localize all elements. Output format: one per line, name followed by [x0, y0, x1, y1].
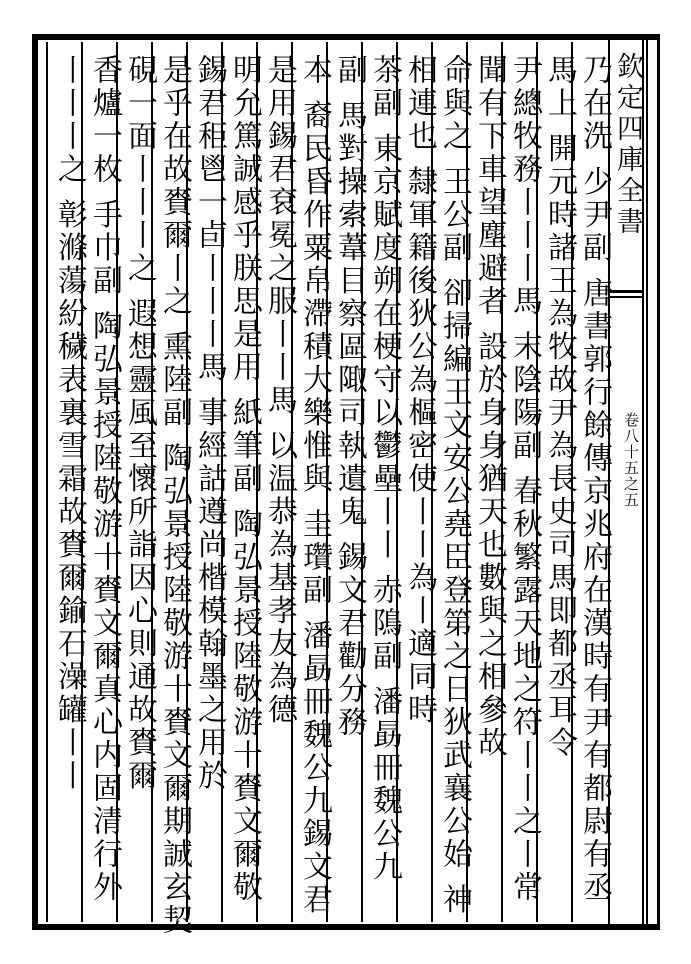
column-text: 茶副 東京賦度朔在梗守以鬱壘丨丨 赤隝副 潘勗冊魏公九 [367, 54, 402, 884]
column-text: 聞有下車望塵避者 設於身身猶天也數與之相參故 [472, 54, 507, 760]
column-text: 副 馬對操索葦目察區陬司執遺鬼 錫文君勸分務 [332, 54, 367, 740]
column-text: 命與之 王公副 卻掃編王文安公堯臣登第之日狄武襄公始 神 [437, 54, 472, 917]
column-text: 是乎在故賚爾丨之 熏陸副 陶弘景授陸敬游十賚文爾期誠玄契 [157, 54, 192, 938]
column-text: 錫君秬鬯一卣丨丨丨馬 事經詁遵尚楷模翰墨之用於 [192, 54, 227, 793]
column-text: 本 裔民昏作粟帛滯積大樂惟與 圭瓚副 潘勗冊魏公九錫文君 [297, 54, 332, 917]
page-border-top [32, 34, 660, 40]
book-title: 欽定四庫全書 [612, 52, 643, 238]
column-text: 硯一面丨丨丨之 遐想靈風至懷所詣因心則通故賚爾 [122, 54, 157, 793]
column-text: 乃在洗 少尹副 唐書郭行餘傳京兆府在漢時有尹有都尉有丞 [577, 54, 612, 905]
column-text: 相連也 隸軍籍後狄公為樞密使丨丨為丨適同時 [402, 54, 437, 727]
column-text: 香爐一枚 手巾副 陶弘景授陸敬游十賚文爾真心内固清行外 [87, 54, 122, 905]
text-column [46, 42, 87, 922]
column-text: 尹總牧務丨丨丨馬 末陰陽副 春秋繁露天地之符丨丨之丨常 [507, 54, 542, 905]
page-border-left [32, 34, 38, 930]
column-text: 丨丨丨之 彰滌蕩紛穢表裏雪霜故賚爾鍮石澡罐丨丨 [52, 54, 87, 793]
text-columns [40, 42, 612, 938]
column-text: 馬上 開元時諸王為牧故尹為長史司馬即都丞耳令 [542, 54, 577, 760]
column-text: 明允篤誠感乎朕思是用 紙筆副 陶弘景授陸敬游十賚文爾敬 [227, 54, 262, 905]
chapter-marker: 卷八十五之五 [622, 412, 640, 508]
book-spine [646, 34, 660, 930]
column-text: 是用錫君袞冕之服丨丨馬 以温恭為基孝友為德 [262, 54, 297, 727]
page-border-bottom [32, 924, 660, 930]
